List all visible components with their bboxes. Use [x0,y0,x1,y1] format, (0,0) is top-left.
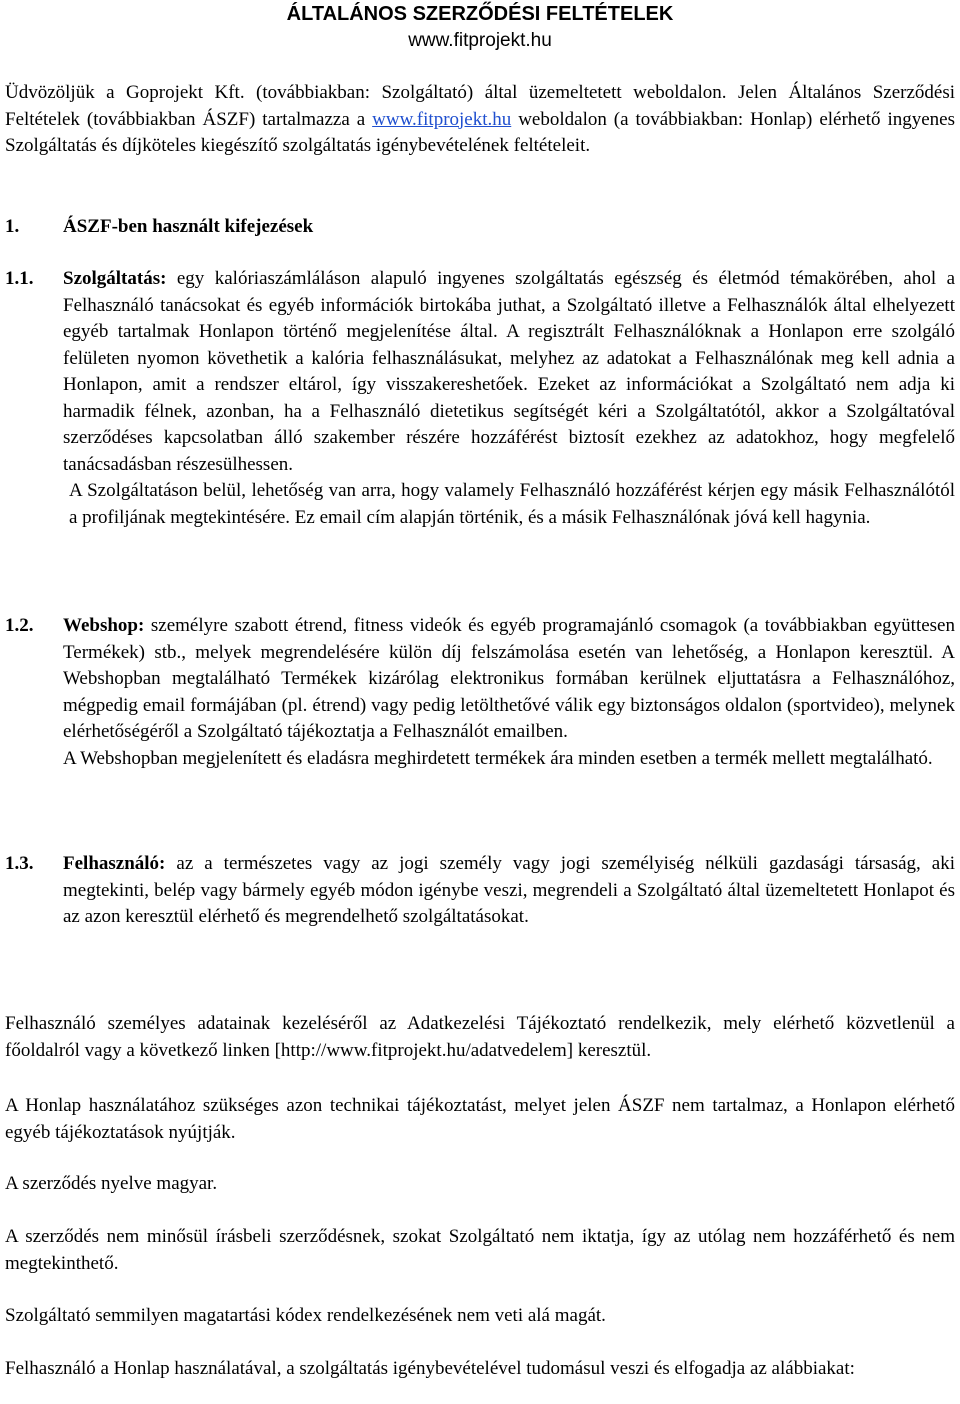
paragraph-language: A szerződés nyelve magyar. [5,1173,218,1194]
section-1-1-body [63,266,955,531]
section-1-3 [5,851,955,931]
section-1-2 [5,613,955,772]
paragraph-acceptance: Felhasználó a Honlap használatával, a szolgáltatás igénybevételével tudomásul veszi és elfogadja az alábbiakat: [5,1358,855,1379]
section-1-3-number: 1.3. [5,853,34,874]
section-1-3-body [63,851,955,931]
section-1-heading [5,214,313,241]
paragraph-technical-info: A Honlap használatához szükséges azon technikai tájékoztatást, melyet jelen ÁSZF nem tartalmaz, a Honlapon elérhető egyéb tájékoztatások nyújtják. [5,1095,955,1143]
intro-paragraph [5,80,955,160]
paragraph-code-of-conduct: Szolgáltató semmilyen magatartási kódex rendelkezésének nem veti alá magát. [5,1305,606,1326]
section-1-3-paragraph-1 [63,851,955,931]
intro-text-2: weboldalon (a továbbiakban: Honlap) elérhető ingyenes Szolgáltatás és díjköteles kiegészítő szolgáltatás igénybevételének feltételeit. [5,108,955,156]
paragraph-contract-form: A szerződés nem minősül írásbeli szerződésnek, szokat Szolgáltató nem iktatja, így az utólag nem hozzáférhető és nem megtekinthető. [5,1226,955,1274]
intro-text-1: Üdvözöljük a Goprojekt Kft. (továbbiakban: Szolgáltató) által üzemeltetett weboldalon. Jelen Általános Szerződési Feltételek (továbbiakban ÁSZF) tartalmazza a [5,82,955,130]
term-webshop: Webshop: [63,615,145,636]
term-szolgaltatas: Szolgáltatás: [63,268,167,289]
section-1-2-number: 1.2. [5,615,34,636]
section-1-1 [5,266,955,531]
section-1-2-paragraph-1 [63,613,955,746]
document-title: ÁLTALÁNOS SZERZŐDÉSI FELTÉTELEK [286,3,674,25]
paragraph-data-protection: Felhasználó személyes adatainak kezeléséről az Adatkezelési Tájékoztató rendelkezik, mely elérhető közvetlenül a főoldalról vagy a következő linken [http://www.fitprojekt.hu/adatvedelem] keresztül. [5,1013,955,1061]
section-1-2-paragraph-2: A Webshopban megjelenített és eladásra meghirdetett termékek ára minden esetben a termék mellett megtalálható. [63,747,933,769]
section-1-1-paragraph-1 [63,266,955,478]
section-1-3-text-1: az a természetes vagy az jogi személy vagy jogi személyiség nélküli gazdasági társaság, aki megtekinti, belép vagy bármely egyéb módon igénybe veszi, megrendeli a Szolgáltató által üzemeltetett Honlapot és az azon keresztül elérhető és megrendelhető szolgáltatásokat. [63,853,955,927]
section-1-number: 1. [5,216,20,237]
term-felhasznalo: Felhasználó: [63,853,166,874]
section-1-2-text-1: személyre szabott étrend, fitness videók és egyéb programajánló csomagok (a továbbiakban együttesen Termékek) stb., melyek megrendelésére külön díj felszámolása esetén van lehetőség, a Honlapon keresztül. A Webshopban megtalálható Termékek kizárólag elektronikus formában kerülnek eljuttatásra a Felhasználóhoz, mégpedig email formájában (pl. étrend) vagy pedig letölthetővé válik egy biztonságos oldalon (sportvideo), melynek elérhetőségéről a Szolgáltató tájékoztatja a Felhasználót emailben. [63,615,955,742]
section-1-2-body [63,613,955,772]
section-1-1-number: 1.1. [5,268,34,289]
section-1-1-text-1: egy kalóriaszámláláson alapuló ingyenes szolgáltatás egészség és életmód témakörében, ahol a Felhasználó tanácsokat és egyéb információk birtokába juthat, a Szolgáltató illetve a Felhasználók által elhelyezett egyéb tartalmak Honlapon történő megjelenítése által. A regisztrált Felhasználóknak a Honlapon erre szolgáló felületen nyomon követhetik a kalória felhasználásukat, melyhez az adatokat a Felhasználónak meg kell adnia a Honlapon, amit a rendszer eltárol, így visszakereshetőek. Ezeket az információkat a Szolgáltató nem adja ki harmadik félnek, azonban, ha a Felhasználó dietetikus segítségét kéri a Szolgáltatótól, akkor a Szolgáltatóval szerződéses kapcsolatban álló szakember részére hozzáférést biztosít ezekhez az adatokhoz, hogy megfelelő tanácsadásban részesülhessen. [63,268,955,475]
section-1-title: ÁSZF-ben használt kifejezések [63,216,314,237]
section-1-1-paragraph-2: A Szolgáltatáson belül, lehetőség van arra, hogy valamely Felhasználó hozzáférést kérjen egy másik Felhasználótól a profiljának megtekintésére. Ez email cím alapján történik, és a másik Felhasználónak jóvá kell hagynia. [69,480,955,528]
website-link[interactable]: www.fitprojekt.hu [372,108,512,130]
document-subtitle-url: www.fitprojekt.hu [408,30,552,51]
